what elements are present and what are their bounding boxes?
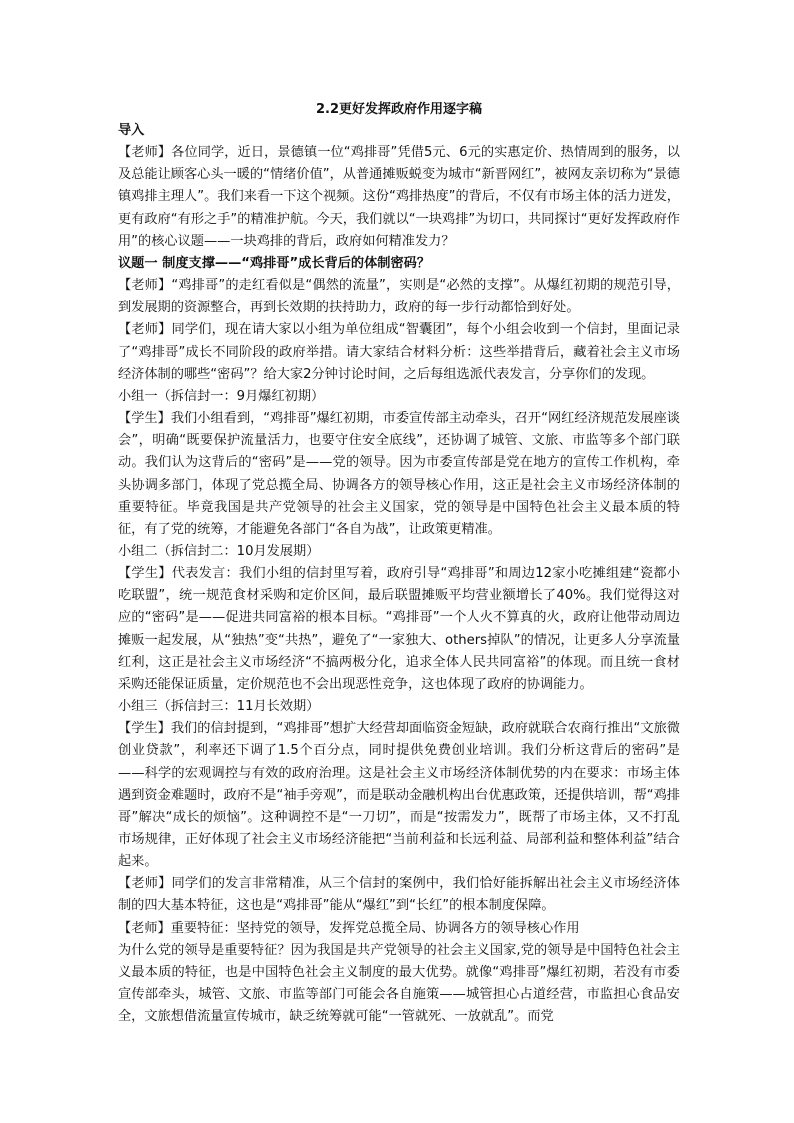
- document-page: [118, 100, 680, 1028]
- group-label: 小组一（拆信封一：9月爆红初期）: [118, 388, 325, 404]
- section-heading-intro: 导入: [118, 123, 145, 138]
- section-heading-topic-one: 议题一 制度支撑——“鸡排哥”成长背后的体制密码？: [118, 255, 431, 271]
- teacher-paragraph: 【老师】同学们，现在请大家以小组为单位组成“智囊团”，每个小组会收到一个信封，里面记录了“鸡排哥”成长不同阶段的政府举措。请大家结合材料分析：这些举措背后，藏着社会主义市场经济体制的哪些“密码”？给大家2分钟讨论时间，之后每组选派代表发言，分享你们的发现。: [118, 322, 680, 382]
- body-paragraph: 为什么党的领导是重要特征？因为我国是共产党领导的社会主义国家,党的领导是中国特色社会主义最本质的特征，也是中国特色社会主义制度的最大优势。就像“鸡排哥”爆红初期，若没有市委宣传部牵头，城管、文旅、市监等部门可能会各自施策——城管担心占道经营，市监担心食品安全，文旅想借流量宣传城市，缺乏统筹就可能“一管就死、一放就乱”。而党: [118, 942, 680, 1025]
- student-paragraph: 【学生】代表发言：我们小组的信封里写着，政府引导“鸡排哥”和周边12家小吃摊组建“瓷都小吃联盟”，统一规范食材采购和定价区间，最后联盟摊贩平均营业额增长了40%。我们觉得这对应的“密码”是——促进共同富裕的根本目标。“鸡排哥”一个人火不算真的火，政府让他带动周边摊贩一起发展，从“独热”变“共热”，避免了“一家独大、others掉队”的情况，让更多人分享流量红利，这正是社会主义市场经济“不搞两极分化，追求全体人民共同富裕”的体现。而且统一食材采购还能保证质量，定价规范也不会出现恶性竞争，这也体现了政府的协调能力。: [118, 566, 680, 692]
- teacher-paragraph: 【老师】“鸡排哥”的走红看似是“偶然的流量”，实则是“必然的支撑”。从爆红初期的规范引导，到发展期的资源整合，再到长效期的扶持助力，政府的每一步行动都恰到好处。: [118, 278, 680, 316]
- teacher-paragraph: 【老师】各位同学，近日，景德镇一位“鸡排哥”凭借5元、6元的实惠定价、热情周到的服务，以及总能让顾客心头一暖的“情绪价值”，从普通摊贩蜕变为城市“新晋网红”，被网友亲切称为“景德镇鸡排主理人”。我们来看一下这个视频。这份“鸡排热度”的背后，不仅有市场主体的活力迸发，更有政府“有形之手”的精准护航。今天，我们就以“一块鸡排”为切口，共同探讨“更好发挥政府作用”的核心议题——一块鸡排的背后，政府如何精准发力？: [118, 145, 680, 249]
- group-label: 小组二（拆信封二：10月发展期）: [118, 543, 320, 559]
- student-paragraph: 【学生】我们小组看到，“鸡排哥”爆红初期，市委宣传部主动牵头，召开“网红经济规范发展座谈会”，明确“既要保护流量活力，也要守住安全底线”，还协调了城管、文旅、市监等多个部门联动。我们认为这背后的“密码”是——党的领导。因为市委宣传部是党在地方的宣传工作机构，牵头协调多部门，体现了党总揽全局、协调各方的领导核心作用，这正是社会主义市场经济体制的重要特征。毕竟我国是共产党领导的社会主义国家，党的领导是中国特色社会主义最本质的特征，有了党的统筹，才能避免各部门“各自为战”，让政策更精准。: [118, 411, 680, 537]
- teacher-paragraph: 【老师】重要特征：坚持党的领导，发挥党总揽全局、协调各方的领导核心作用: [118, 920, 580, 936]
- document-title: 2.2更好发挥政府作用逐字稿: [315, 102, 483, 117]
- student-paragraph: 【学生】我们的信封提到，“鸡排哥”想扩大经营却面临资金短缺，政府就联合农商行推出“文旅微创业贷款”，利率还下调了1.5个百分点，同时提供免费创业培训。我们分析这背后的密码”是——科学的宏观调控与有效的政府治理。这是社会主义市场经济体制优势的内在要求：市场主体遇到资金难题时，政府不是“袖手旁观”，而是联动金融机构出台优惠政策，还提供培训，帮“鸡排哥”解决“成长的烦恼”。这种调控不是“一刀切”，而是“按需发力”，既帮了市场主体，又不打乱市场规律，正好体现了社会主义市场经济能把“当前利益和长远利益、局部利益和整体利益”结合起来。: [118, 721, 680, 870]
- teacher-paragraph: 【老师】同学们的发言非常精准，从三个信封的案例中，我们恰好能拆解出社会主义市场经济体制的四大基本特征，这也是“鸡排哥”能从“爆红”到“长红”的根本制度保障。: [118, 876, 680, 914]
- group-label: 小组三（拆信封三：11月长效期）: [118, 699, 320, 715]
